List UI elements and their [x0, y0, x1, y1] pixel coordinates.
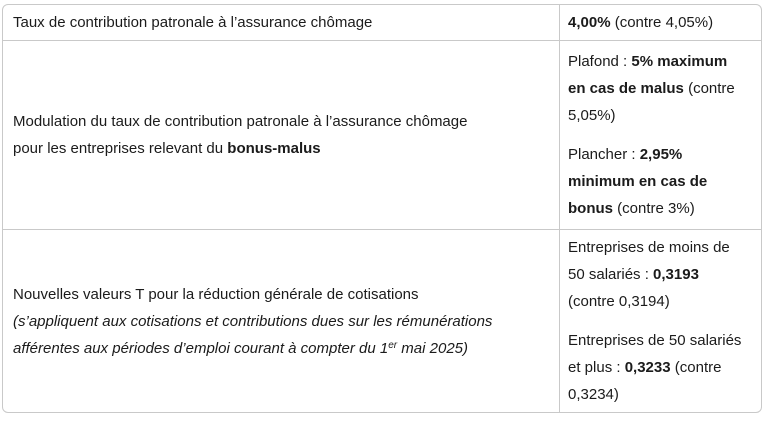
- text-line: [568, 327, 753, 354]
- text-segment: pour les entreprises relevant du: [13, 140, 228, 157]
- cell-value: [559, 5, 761, 40]
- text-line: [13, 308, 549, 335]
- superscript-text: er: [388, 339, 398, 351]
- text-segment: 0,3233: [624, 359, 671, 376]
- text-segment: 5% maximum: [631, 53, 728, 70]
- text-line: [568, 354, 753, 381]
- text-line: [13, 108, 549, 135]
- text-line: [568, 288, 753, 315]
- text-line: [13, 9, 549, 36]
- text-segment: Entreprises de moins de: [568, 239, 730, 256]
- text-segment: 2,95%: [639, 146, 683, 163]
- cell-label: [3, 40, 559, 229]
- text-segment: bonus: [568, 200, 613, 217]
- cell-label: [3, 5, 559, 40]
- paragraph: [568, 9, 753, 36]
- rates-table-body: [3, 5, 761, 412]
- paragraph: [568, 234, 753, 315]
- text-segment: 50 salariés :: [568, 266, 654, 283]
- text-segment: afférentes aux périodes d’emploi courant à compter du 1: [13, 339, 389, 357]
- table-row: [3, 229, 761, 412]
- text-segment: mai 2025): [397, 339, 469, 357]
- text-segment: et plus :: [568, 359, 625, 376]
- text-line: [568, 9, 753, 36]
- text-segment: (s’appliquent aux cotisations et contributions dues sur les rémunérations: [13, 312, 493, 330]
- text-line: [13, 335, 549, 362]
- paragraph: [568, 327, 753, 408]
- text-segment: Taux de contribution patronale à l’assurance chômage: [13, 14, 373, 31]
- text-line: [568, 75, 753, 102]
- paragraph: [568, 141, 753, 222]
- rates-table: [2, 4, 762, 413]
- text-line: [568, 261, 753, 288]
- text-line: [13, 281, 549, 308]
- text-segment: (contre 4,05%): [610, 14, 714, 31]
- text-line: [568, 102, 753, 129]
- text-segment: 0,3234): [568, 386, 619, 403]
- text-line: [568, 141, 753, 168]
- table-row: [3, 5, 761, 40]
- cell-value: [559, 40, 761, 229]
- text-line: [568, 234, 753, 261]
- text-segment: 5,05%): [568, 107, 616, 124]
- table-row: [3, 40, 761, 229]
- text-line: [568, 195, 753, 222]
- text-segment: (contre 3%): [613, 200, 695, 217]
- paragraph: [568, 48, 753, 129]
- text-segment: (contre: [670, 359, 722, 376]
- text-line: [568, 168, 753, 195]
- text-segment: Nouvelles valeurs T pour la réduction générale de cotisations: [13, 285, 419, 303]
- text-line: [568, 48, 753, 75]
- text-segment: Plancher :: [568, 146, 640, 163]
- text-segment: (contre 0,3194): [568, 293, 670, 310]
- text-line: [568, 381, 753, 408]
- text-segment: bonus-malus: [227, 140, 321, 157]
- text-segment: Entreprises de 50 salariés: [568, 332, 742, 349]
- text-segment: Plafond :: [568, 53, 632, 70]
- text-segment: Modulation du taux de contribution patronale à l’assurance chômage: [13, 113, 468, 130]
- cell-label: [3, 229, 559, 412]
- text-segment: 0,3193: [653, 266, 699, 283]
- cell-value: [559, 229, 761, 412]
- text-segment: 4,00%: [568, 14, 611, 31]
- text-segment: (contre: [683, 80, 735, 97]
- text-line: [13, 135, 549, 162]
- text-segment: en cas de malus: [568, 80, 684, 97]
- text-segment: minimum en cas de: [568, 173, 708, 190]
